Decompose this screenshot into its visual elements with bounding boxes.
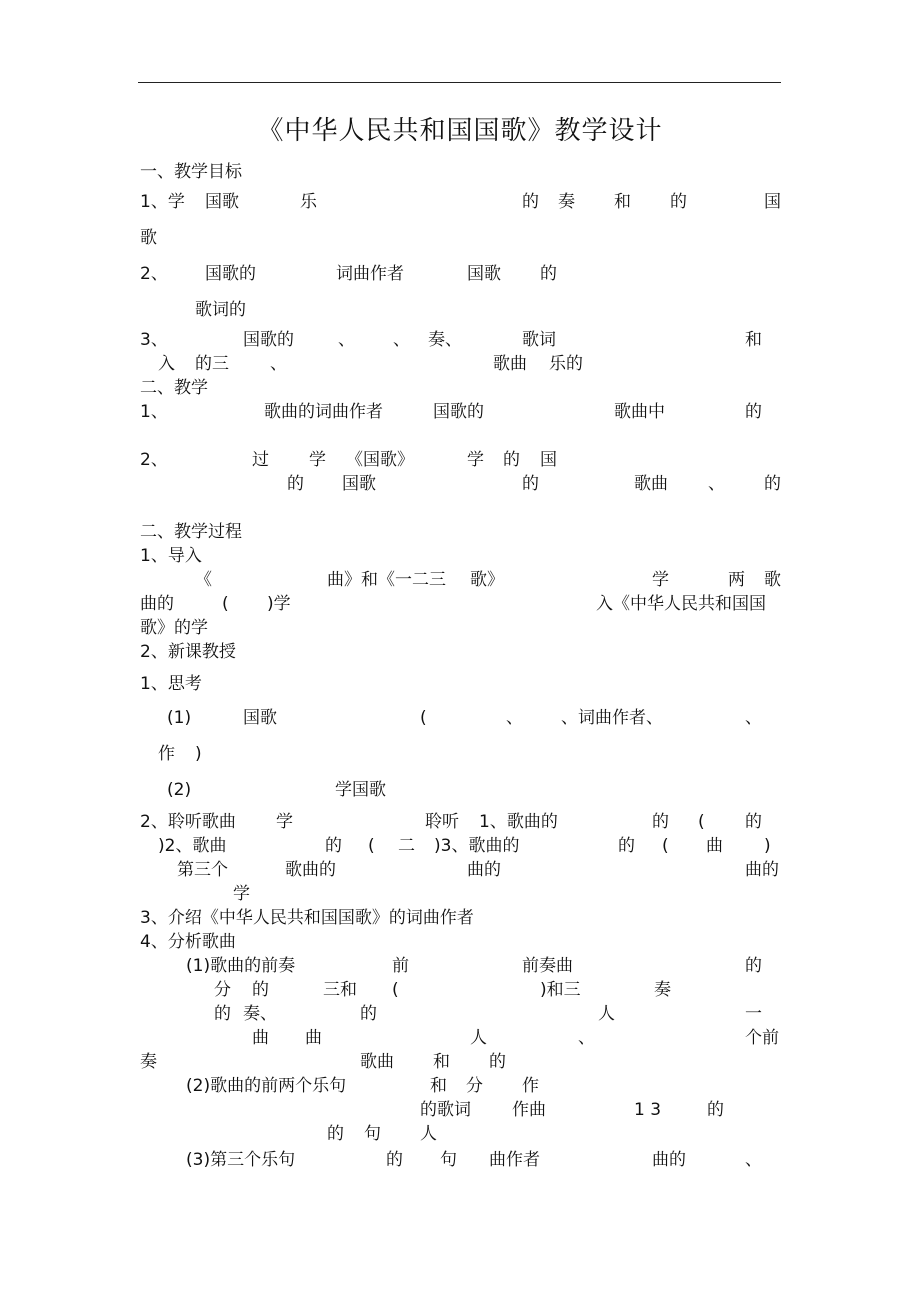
text-fragment: 奏 [140, 1052, 157, 1072]
text-fragment: 曲作者 [489, 1150, 540, 1170]
text-fragment: 、 [745, 1150, 762, 1170]
text-fragment: 歌曲 [493, 354, 527, 374]
text-fragment: 的 [489, 1052, 506, 1072]
text-fragment: 的 [325, 836, 342, 856]
text-fragment: 歌 [140, 228, 157, 248]
text-fragment: 聆听 [425, 812, 459, 832]
text-fragment: 一 [745, 1004, 762, 1024]
text-fragment: )学 [267, 594, 291, 614]
text-fragment: 乐 [300, 192, 317, 212]
text-fragment: 前奏曲 [522, 956, 573, 976]
text-fragment: (1) [167, 708, 192, 728]
text-fragment: 一、教学目标 [140, 162, 242, 182]
text-fragment: 的 [522, 192, 539, 212]
text-fragment: 和 [430, 1076, 447, 1096]
text-fragment: 的 [360, 1004, 377, 1024]
text-fragment: 的 [745, 956, 762, 976]
text-fragment: )2、歌曲 [158, 836, 227, 856]
text-fragment: 4、分析歌曲 [140, 932, 236, 952]
text-fragment: 1、思考 [140, 674, 202, 694]
text-fragment: 作 [522, 1076, 539, 1096]
text-fragment: 二、教学过程 [140, 522, 242, 542]
text-fragment: 和 [614, 192, 631, 212]
text-fragment: 曲的 [140, 594, 174, 614]
text-fragment: 两 [728, 570, 745, 590]
text-fragment: 的 [522, 474, 539, 494]
text-fragment: )和三 [540, 980, 581, 1000]
text-fragment: 歌词的 [195, 300, 246, 320]
text-fragment: 作 [158, 744, 175, 764]
text-fragment: 歌曲中 [614, 402, 665, 422]
text-fragment: 歌曲的 [285, 860, 336, 880]
text-fragment: 奏、 [243, 1004, 277, 1024]
text-fragment: 的 [386, 1150, 403, 1170]
text-fragment: 分 [214, 980, 231, 1000]
text-fragment: 过 [252, 450, 269, 470]
text-fragment: (2)歌曲的前两个乐句 [186, 1076, 347, 1096]
text-fragment: 的 [764, 474, 781, 494]
text-fragment: 国歌的 [433, 402, 484, 422]
text-fragment: 、 [708, 474, 725, 494]
text-fragment: 国歌 [342, 474, 376, 494]
text-fragment: ( [420, 708, 427, 728]
text-fragment: ( [662, 836, 669, 856]
text-fragment: ( [392, 980, 399, 1000]
text-fragment: 2、新课教授 [140, 642, 236, 662]
text-fragment: 学 [467, 450, 484, 470]
document-title: 《中华人民共和国国歌》教学设计 [257, 116, 663, 146]
text-fragment: 、 [338, 330, 355, 350]
text-fragment: 学 [309, 450, 326, 470]
text-fragment: 的 [707, 1100, 724, 1120]
text-fragment: 和 [433, 1052, 450, 1072]
text-fragment: 曲 [706, 836, 723, 856]
text-fragment: 的 [252, 980, 269, 1000]
text-fragment: 3、介绍《中华人民共和国国歌》的词曲作者 [140, 908, 474, 928]
text-fragment: 2、 [140, 450, 168, 470]
text-fragment: 奏 [654, 980, 671, 1000]
text-fragment: 歌曲 [634, 474, 668, 494]
text-fragment: 国歌 [205, 192, 239, 212]
text-fragment: 曲》和《一二三 [327, 570, 446, 590]
text-fragment: 的 [327, 1124, 344, 1144]
text-fragment: 学 [276, 812, 293, 832]
text-fragment: 歌曲 [360, 1052, 394, 1072]
text-fragment: 第三个 [177, 860, 228, 880]
text-fragment: 人 [420, 1124, 437, 1144]
text-fragment: 前 [392, 956, 409, 976]
text-fragment: 句 [440, 1150, 457, 1170]
text-fragment: 的三 [195, 354, 229, 374]
text-fragment: 的 [540, 264, 557, 284]
text-fragment: 入《中华人民共和国国 [596, 594, 766, 614]
text-fragment: 的歌词 [420, 1100, 471, 1120]
text-fragment: 乐的 [549, 354, 583, 374]
text-fragment: 国歌的 [205, 264, 256, 284]
text-fragment: ) [764, 836, 771, 856]
text-fragment: 的 [745, 402, 762, 422]
text-fragment: 1、 [140, 402, 168, 422]
text-fragment: 的 [745, 812, 762, 832]
text-fragment: 、 [393, 330, 410, 350]
text-fragment: 曲的 [652, 1150, 686, 1170]
text-fragment: 2、聆听歌曲 [140, 812, 236, 832]
text-fragment: 学国歌 [335, 780, 386, 800]
text-fragment: )3、歌曲的 [434, 836, 520, 856]
text-fragment: 国 [540, 450, 557, 470]
text-fragment: 的 [287, 474, 304, 494]
text-fragment: (2) [167, 780, 192, 800]
text-fragment: 1、导入 [140, 546, 202, 566]
text-fragment: (3)第三个乐句 [186, 1150, 296, 1170]
text-fragment: 的 [618, 836, 635, 856]
text-fragment: 人 [470, 1028, 487, 1048]
text-fragment: 的 [652, 812, 669, 832]
text-fragment: 《国歌》 [346, 450, 414, 470]
header-rule [138, 82, 781, 83]
text-fragment: 、词曲作者、 [561, 708, 663, 728]
text-fragment: 二、教学 [140, 378, 208, 398]
text-fragment: 人 [598, 1004, 615, 1024]
text-fragment: 、 [270, 354, 287, 374]
text-fragment: 2、 [140, 264, 168, 284]
text-fragment: 个前 [745, 1028, 779, 1048]
text-fragment: 1、学 [140, 192, 185, 212]
text-fragment: 曲的 [467, 860, 501, 880]
text-fragment: (1)歌曲的前奏 [186, 956, 296, 976]
text-fragment: 词曲作者 [336, 264, 404, 284]
text-fragment: 作曲 [512, 1100, 546, 1120]
text-fragment: 歌》 [470, 570, 504, 590]
text-fragment: 歌词 [522, 330, 556, 350]
text-fragment: 入 [158, 354, 175, 374]
text-fragment: 的 [670, 192, 687, 212]
text-fragment: 分 [466, 1076, 483, 1096]
text-fragment: 1 3 [634, 1100, 662, 1120]
text-fragment: 3、 [140, 330, 168, 350]
text-fragment: ) [195, 744, 202, 764]
text-fragment: 三和 [323, 980, 357, 1000]
text-fragment: 奏、 [428, 330, 462, 350]
text-fragment: 句 [364, 1124, 381, 1144]
text-fragment: ( [368, 836, 375, 856]
text-fragment: 、 [506, 708, 523, 728]
text-fragment: ( [698, 812, 705, 832]
text-fragment: 学 [233, 884, 250, 904]
text-fragment: 和 [745, 330, 762, 350]
text-fragment: 歌》的学 [140, 618, 208, 638]
text-fragment: 国 [764, 192, 781, 212]
text-fragment: 歌 [764, 570, 781, 590]
text-fragment: 歌曲的词曲作者 [264, 402, 383, 422]
text-fragment: ( [222, 594, 229, 614]
text-fragment: 曲 [305, 1028, 322, 1048]
text-fragment: 的 [503, 450, 520, 470]
text-fragment: 《 [195, 570, 212, 590]
text-fragment: 国歌 [243, 708, 277, 728]
text-fragment: 曲 [252, 1028, 269, 1048]
text-fragment: 曲的 [745, 860, 779, 880]
text-fragment: 国歌的 [243, 330, 294, 350]
text-fragment: 、 [745, 708, 762, 728]
text-fragment: 的 [214, 1004, 231, 1024]
text-fragment: 国歌 [467, 264, 501, 284]
text-fragment: 1、歌曲的 [479, 812, 558, 832]
text-fragment: 二 [398, 836, 415, 856]
text-fragment: 学 [652, 570, 669, 590]
text-fragment: 奏 [558, 192, 575, 212]
text-fragment: 、 [578, 1028, 595, 1048]
